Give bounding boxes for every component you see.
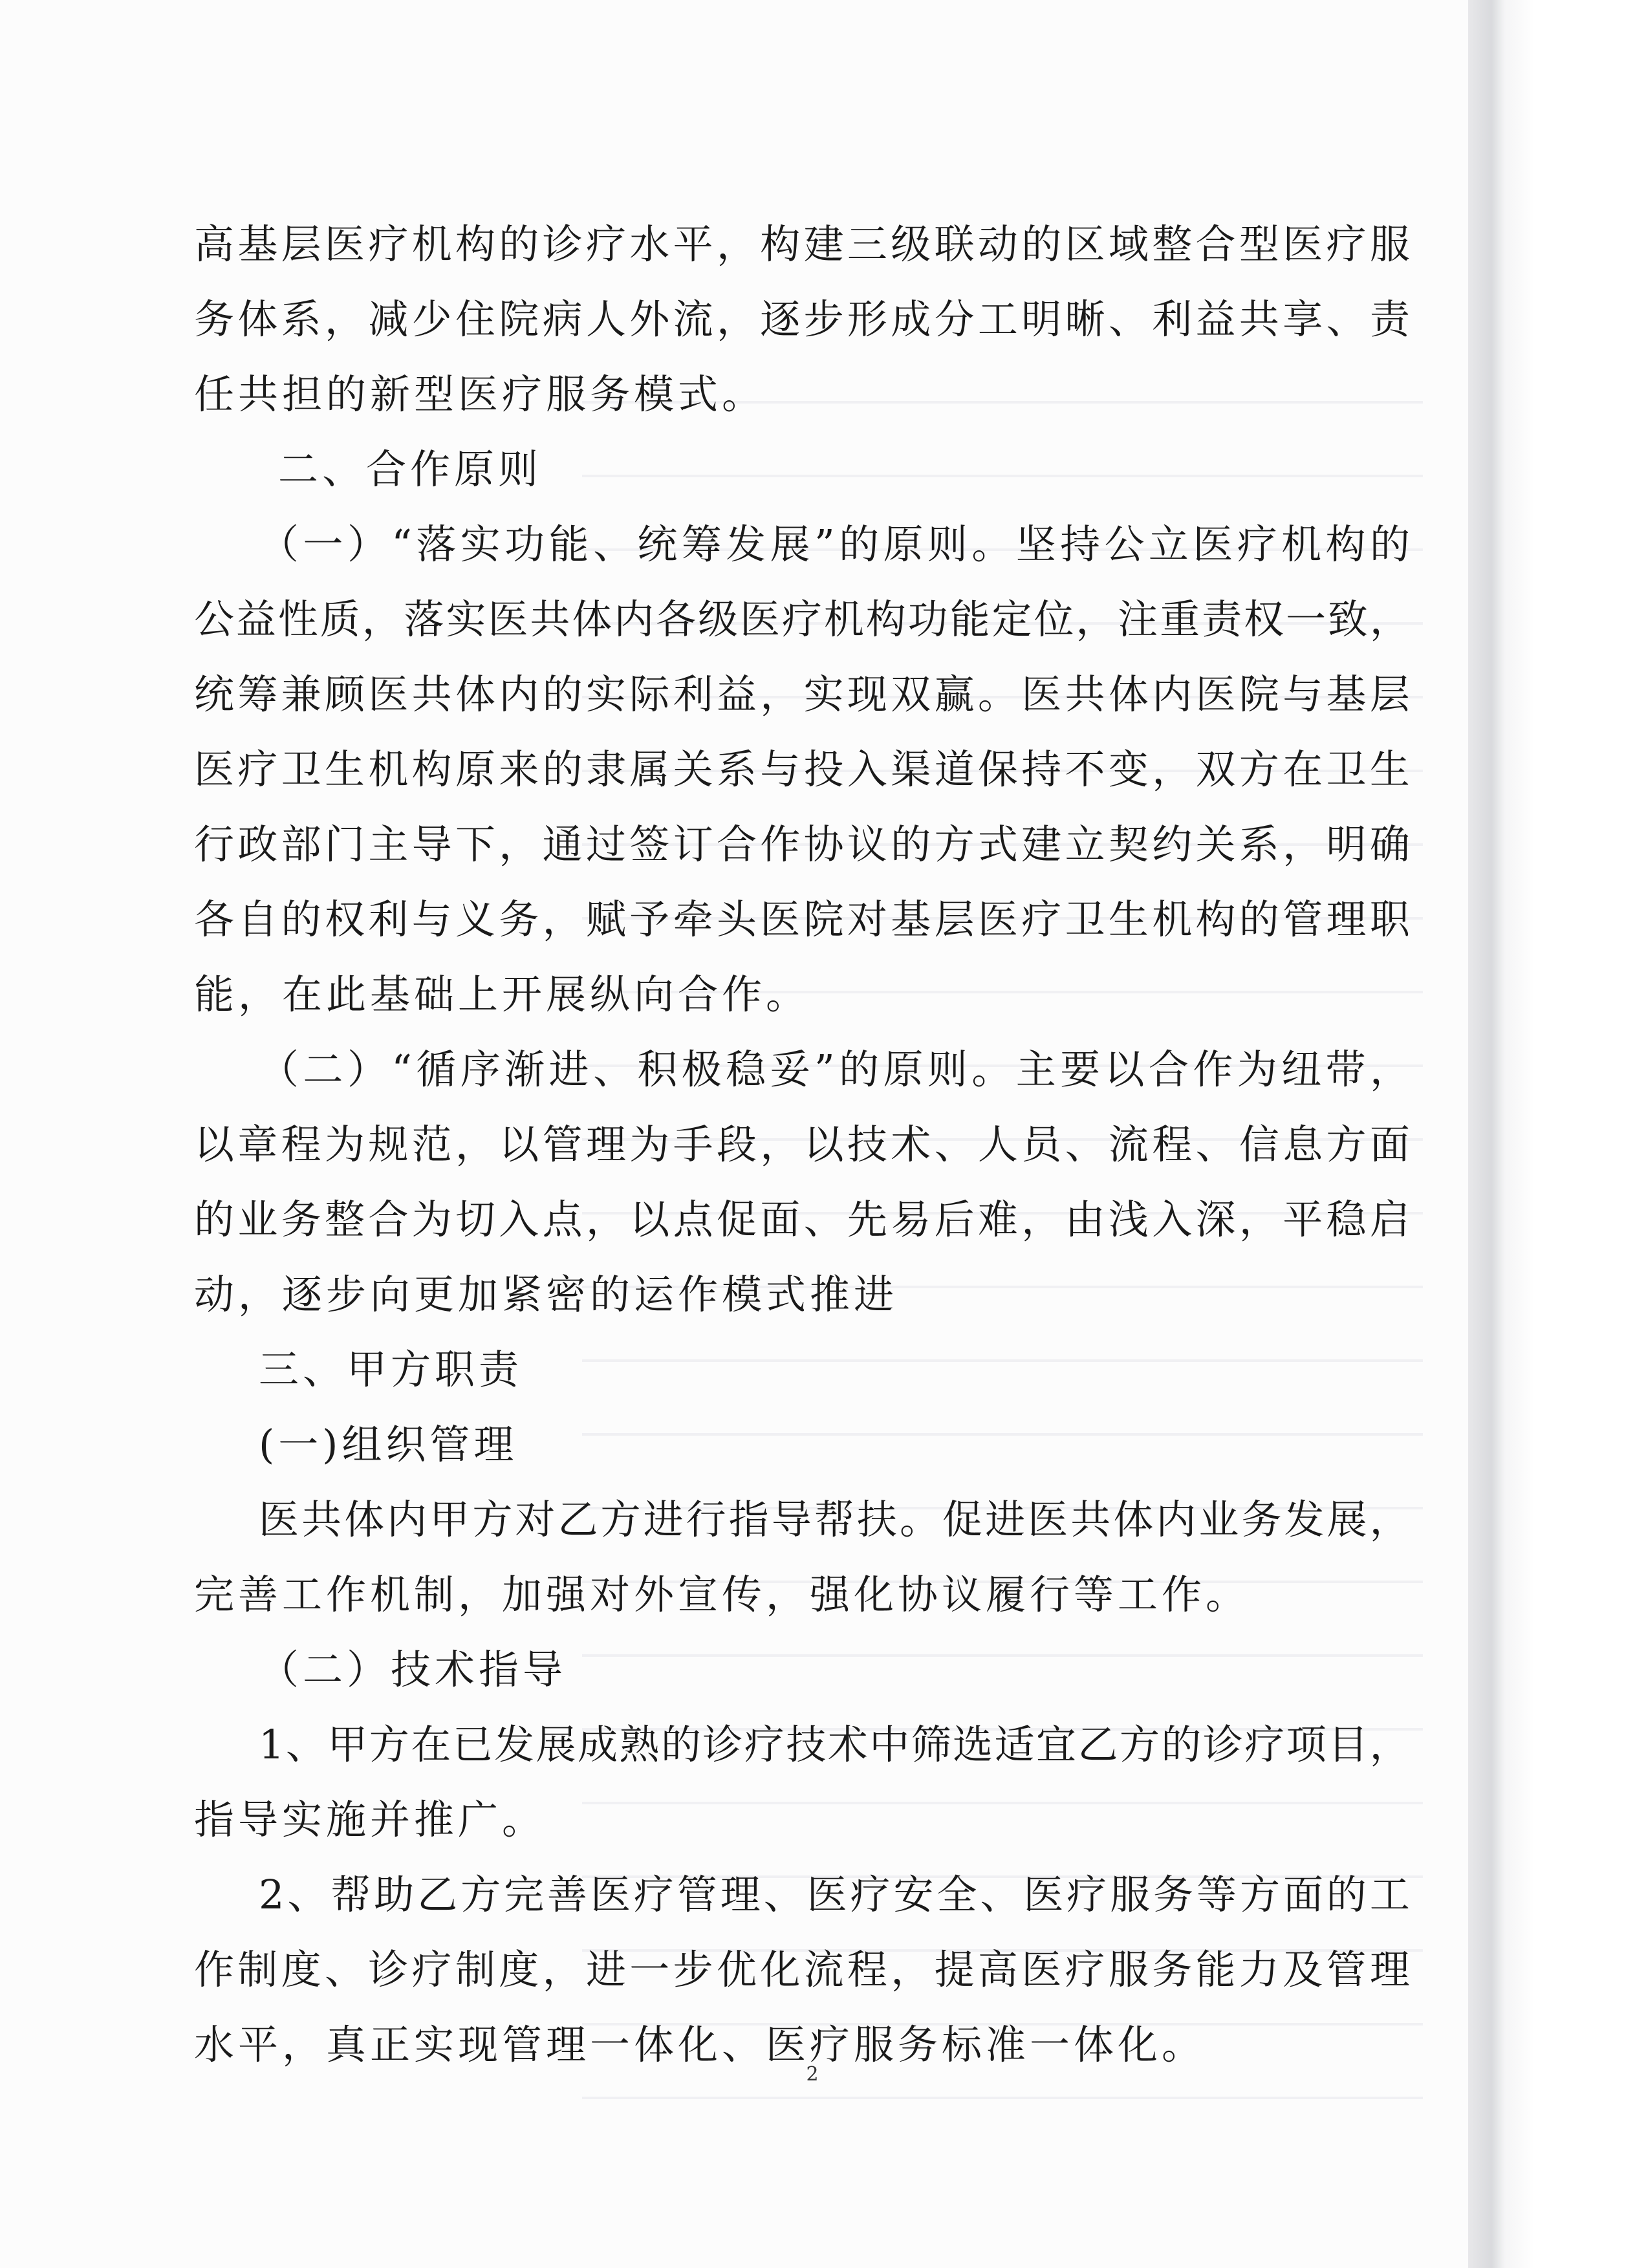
text-line: 行 政 部 门 主 导 下 ， 通 过 签 订 合 作 协 议 的 方 式 建 立 契 约 关 系 ， 明 确 bbox=[194, 821, 1410, 868]
text-line: 水平，真正实现管理一体化、医疗服务标准一体化。 bbox=[194, 2021, 1206, 2068]
subsection-heading: (一)组织管理 bbox=[259, 1421, 518, 1468]
text-line: 医 共 体 内 甲 方 对 乙 方 进 行 指 导 帮 扶 。 促 进 医 共 体 内 业 务 发 展 ， bbox=[259, 1496, 1410, 1543]
text-line: 的 业 务 整 合 为 切 入 点 ， 以 点 促 面 、 先 易 后 难 ， 由 浅 入 深 ， 平 稳 启 bbox=[194, 1196, 1410, 1243]
document-body bbox=[194, 207, 1410, 2082]
text-line: 作 制 度 、 诊 疗 制 度 ， 进 一 步 优 化 流 程 ， 提 高 医 疗 服 务 能 力 及 管 理 bbox=[194, 1946, 1410, 1993]
text-line: 以 章 程 为 规 范 ， 以 管 理 为 手 段 ， 以 技 术 、 人 员 、 流 程 、 信 息 方 面 bbox=[194, 1121, 1410, 1168]
text-line: 2 、 帮 助 乙 方 完 善 医 疗 管 理 、 医 疗 安 全 、 医 疗 服 务 等 方 面 的 工 bbox=[259, 1871, 1410, 1918]
text-line: 医 疗 卫 生 机 构 原 来 的 隶 属 关 系 与 投 入 渠 道 保 持 不 变 ， 双 方 在 卫 生 bbox=[194, 746, 1410, 793]
scanner-edge bbox=[1468, 0, 1635, 2268]
text-line: 务 体 系 ， 减 少 住 院 病 人 外 流 ， 逐 步 形 成 分 工 明 晰 、 利 益 共 享 、 责 bbox=[194, 296, 1410, 343]
text-line: 能，在此基础上开展纵向合作。 bbox=[194, 971, 810, 1018]
text-line: 公 益 性 质 ， 落 实 医 共 体 内 各 级 医 疗 机 构 功 能 定 位 ， 注 重 责 权 一 致 ， bbox=[194, 596, 1410, 643]
text-line: 指导实施并推广。 bbox=[194, 1796, 547, 1843]
section-heading: 三、甲方职责 bbox=[259, 1346, 523, 1393]
text-line: 各 自 的 权 利 与 义 务 ， 赋 予 牵 头 医 院 对 基 层 医 疗 卫 生 机 构 的 管 理 职 bbox=[194, 896, 1410, 943]
text-line: 完善工作机制，加强对外宣传，强化协议履行等工作。 bbox=[194, 1571, 1250, 1618]
page-number: 2 bbox=[806, 2063, 819, 2086]
subsection-heading: （二）技术指导 bbox=[259, 1646, 567, 1693]
section-heading: 二、合作原则 bbox=[278, 446, 543, 493]
text-line: （ 一 ） “ 落 实 功 能 、 统 筹 发 展 ” 的 原 则 。 坚 持 公 立 医 疗 机 构 的 bbox=[259, 521, 1410, 568]
text-line: 统 筹 兼 顾 医 共 体 内 的 实 际 利 益 ， 实 现 双 赢 。 医 共 体 内 医 院 与 基 层 bbox=[194, 671, 1410, 718]
text-line: 动，逐步向更加紧密的运作模式推进 bbox=[194, 1271, 898, 1318]
text-line: 1 、 甲 方 在 已 发 展 成 熟 的 诊 疗 技 术 中 筛 选 适 宜 乙 方 的 诊 疗 项 目 ， bbox=[259, 1721, 1410, 1768]
text-line: （ 二 ） “ 循 序 渐 进 、 积 极 稳 妥 ” 的 原 则 。 主 要 以 合 作 为 纽 带 ， bbox=[259, 1046, 1410, 1093]
text-line: 任共担的新型医疗服务模式。 bbox=[194, 371, 766, 418]
text-line: 高 基 层 医 疗 机 构 的 诊 疗 水 平 ， 构 建 三 级 联 动 的 区 域 整 合 型 医 疗 服 bbox=[194, 221, 1410, 268]
